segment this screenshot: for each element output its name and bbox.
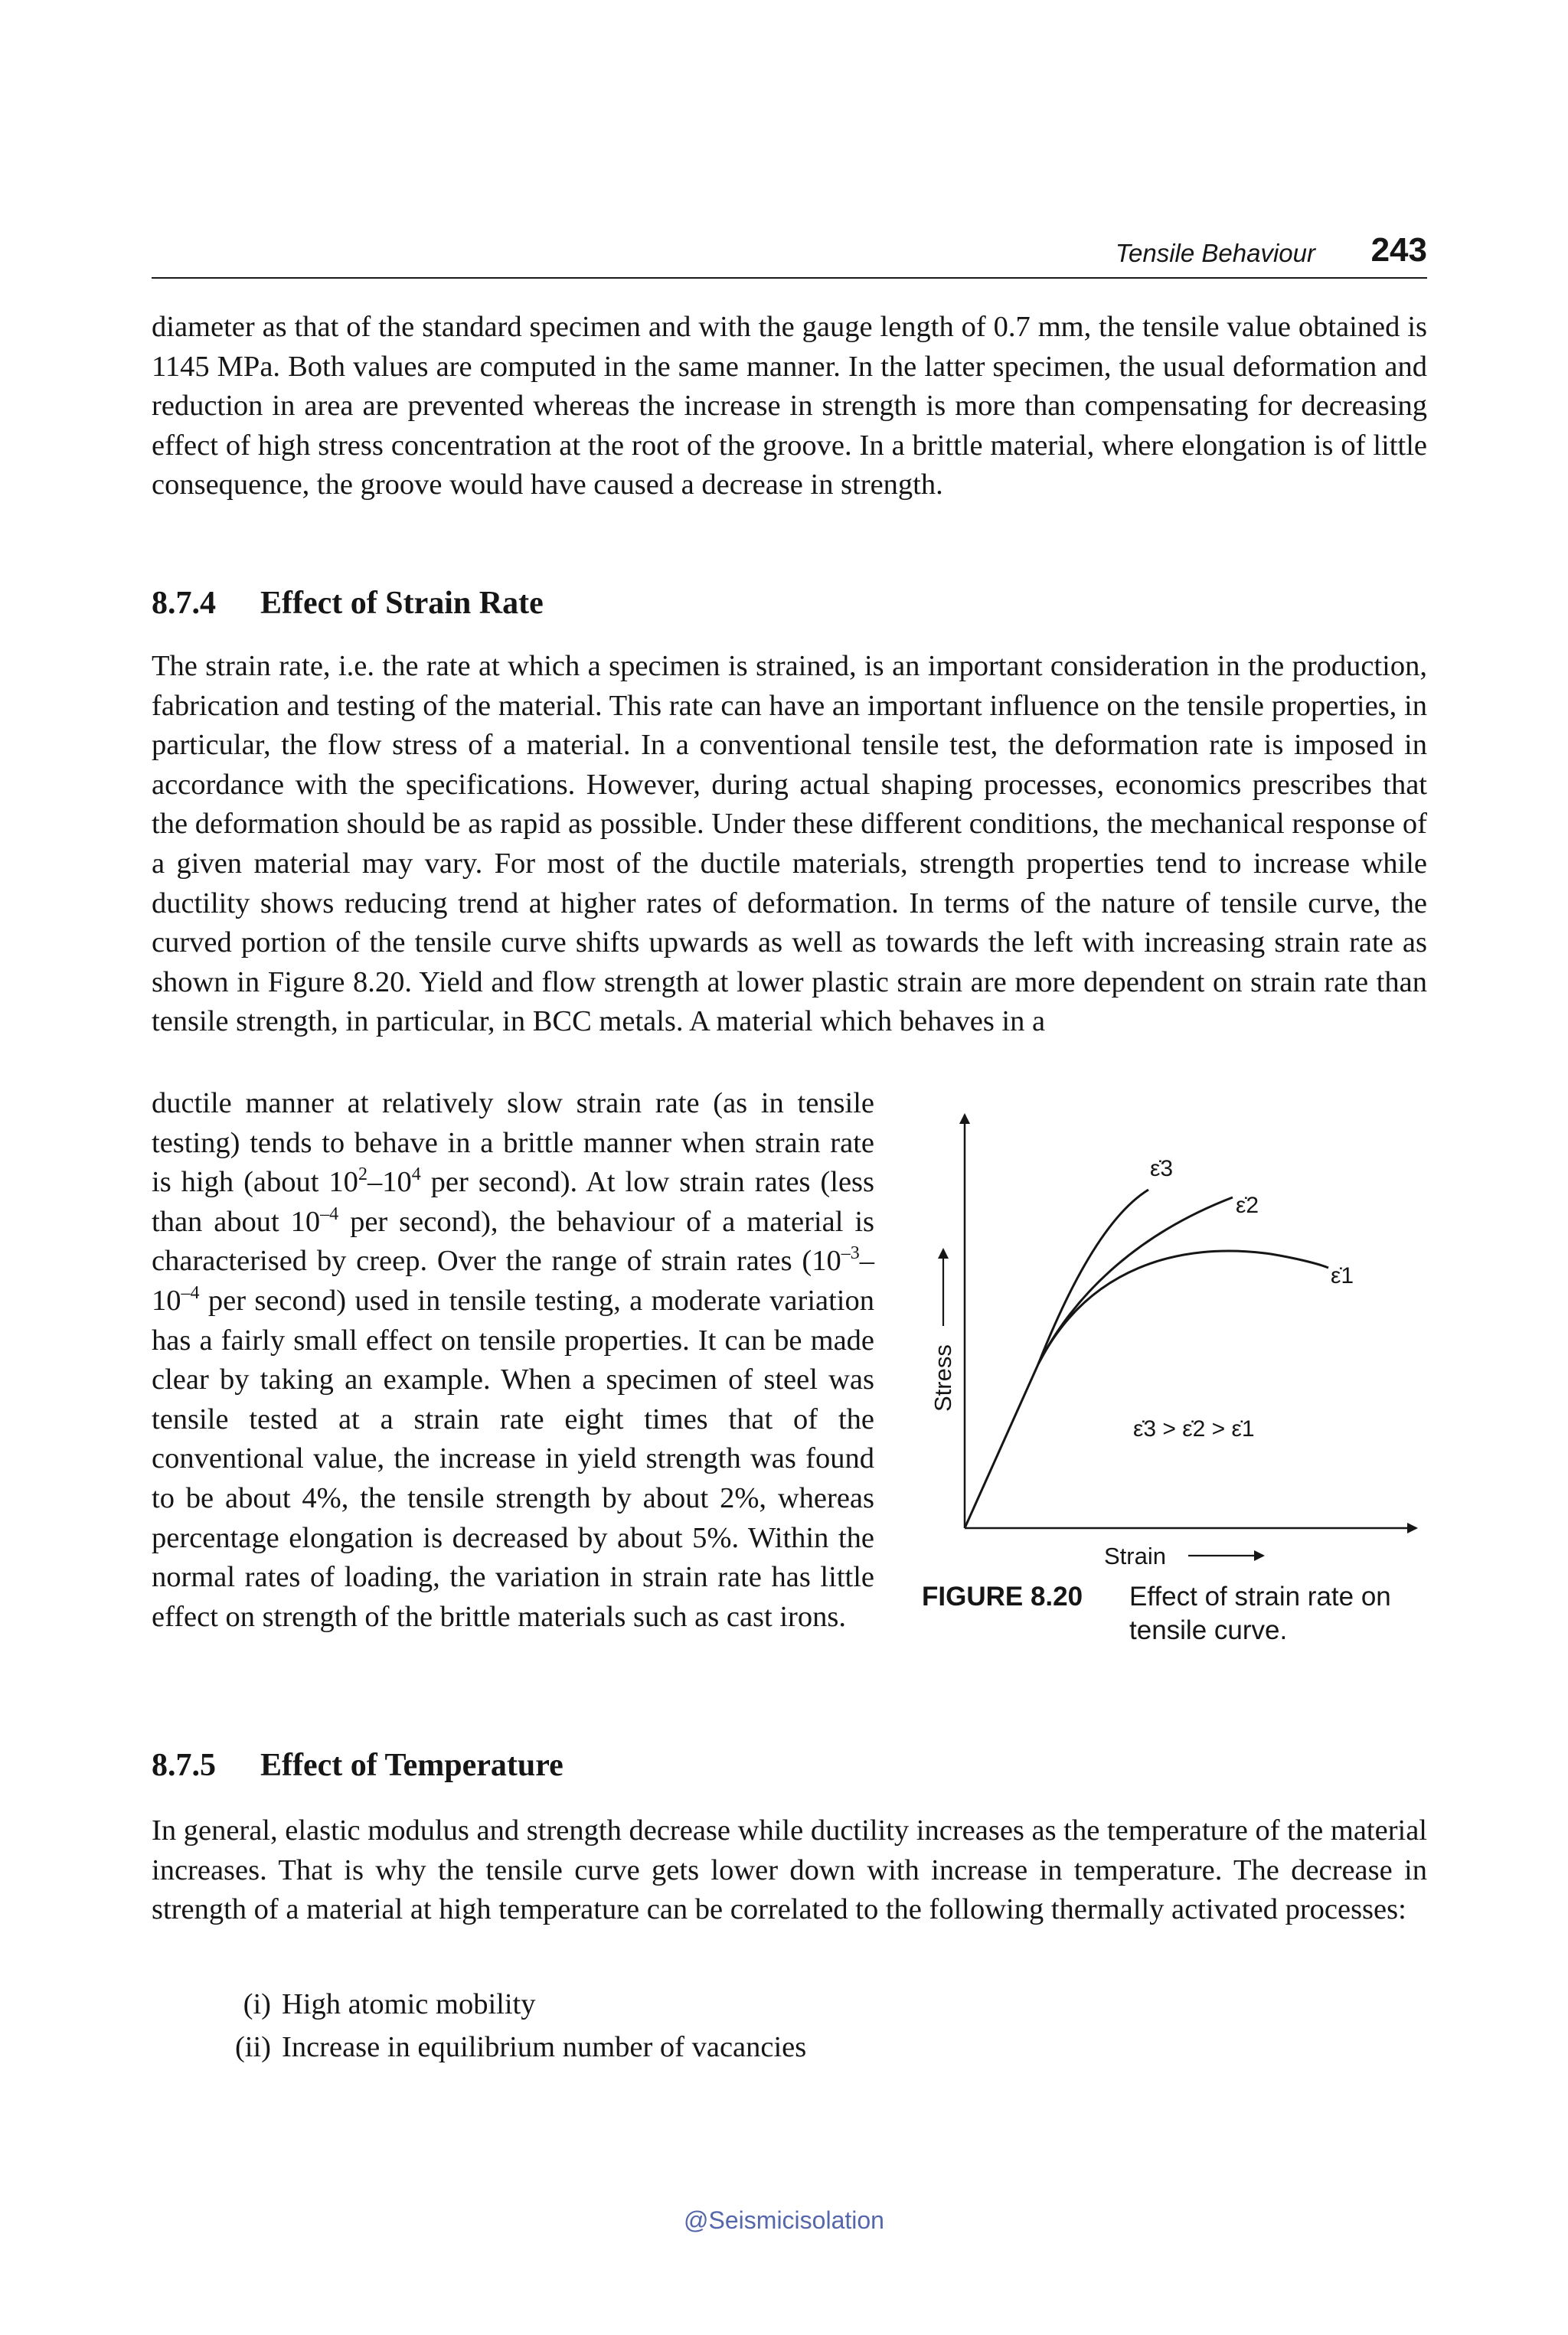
tensile-curve-diagram xyxy=(911,1099,1432,1574)
section-title: Effect of Temperature xyxy=(260,1748,564,1783)
paragraph-strain-rate-wrap: ductile manner at relatively slow strain rate (as in tensile testing) tends to behave in a brittle manner when strain rate is high (about $10^2-10^4$ per second). At low strain rates (less than about $10^{-4}$ per second), the behaviour of a material is characterised by creep. Over the range of strain rates ($10^{-3}-10^{-4}$ per second) used in tensile testing, a moderate variation has a fairly small effect on tensile properties. It can be made clear by taking an example. When a specimen of steel was tensile tested at a strain rate eight times that of the conventional value, the increase in yield strength was found to be about 4%, the tensile strength by about 2%, whereas percentage elongation is decreased by about 5%. Within the normal rates of loading, the variation in strain rate has little effect on strength of the brittle materials such as cast irons. xyxy=(152,1087,874,1633)
watermark: @Seismicisolation xyxy=(684,2206,884,2234)
section-number: 8.7.5 xyxy=(152,1748,216,1783)
running-header xyxy=(152,230,1427,279)
label-epsilon-2: ε̇2 xyxy=(1236,1193,1259,1218)
list-item xyxy=(234,2027,807,2067)
section-title: Effect of Strain Rate xyxy=(260,586,544,621)
y-axis-label: Stress xyxy=(929,1344,956,1412)
figure-caption-text: Effect of strain rate on tensile curve. xyxy=(1129,1582,1391,1645)
section-heading-8-7-5 xyxy=(152,1747,564,1784)
list-marker: (ii) xyxy=(234,2031,271,2063)
page-number: 243 xyxy=(1370,231,1427,269)
list-item-text: Increase in equilibrium number of vacancies xyxy=(282,2031,807,2063)
curve-epsilon-2 xyxy=(1038,1197,1233,1364)
running-header-title: Tensile Behaviour xyxy=(1115,239,1315,267)
label-epsilon-3: ε̇3 xyxy=(1150,1156,1174,1181)
paragraph-temperature: In general, elastic modulus and strength decrease while ductility increases as the temperature of the material increases. That is why the tensile curve gets lower down with increase in temperature. The decrease in strength of a material at high temperature can be correlated to the following thermally activated processes: xyxy=(152,1814,1427,1926)
paragraph-continued: diameter as that of the standard specimen and with the gauge length of 0.7 mm, the tensile value obtained is 1145 MPa. Both values are computed in the same manner. In the latter specimen, the usual deformation and reduction in area are prevented whereas the increase in strength is more than compensating for decreasing effect of high stress concentration at the root of the groove. In a brittle material, where elongation is of little consequence, the groove would have caused a decrease in strength. xyxy=(152,311,1427,501)
label-epsilon-1: ε̇1 xyxy=(1331,1263,1354,1288)
list-item xyxy=(243,1984,536,2024)
section-heading-8-7-4 xyxy=(152,585,544,622)
elastic-line xyxy=(965,1364,1038,1528)
list-marker: (i) xyxy=(243,1988,271,2020)
x-axis-label: Strain xyxy=(1104,1543,1166,1569)
strain-rate-relation: ε̇3 > ε̇2 > ε̇1 xyxy=(1133,1416,1255,1442)
paragraph-strain-rate: The strain rate, i.e. the rate at which a specimen is strained, is an important consideration in the production, fabrication and testing of the material. This rate can have an important influence on the tensile properties, in particular, the flow stress of a material. In a conventional tensile test, the deformation rate is imposed in accordance with the specifications. However, during actual shaping processes, economics prescribes that the deformation should be as rapid as possible. Under these different conditions, the mechanical response of a given material may vary. For most of the ductile materials, strength properties tend to increase while ductility shows reducing trend at higher rates of deformation. In terms of the nature of tensile curve, the curved portion of the tensile curve shifts upwards as well as towards the left with increasing strain rate as shown in Figure 8.20. Yield and flow strength at lower plastic strain are more dependent on strain rate than tensile strength, in particular, in BCC metals. A material which behaves in a xyxy=(152,650,1427,1038)
figure-8-20 xyxy=(911,1099,1432,1681)
figure-label: FIGURE 8.20 xyxy=(922,1582,1083,1612)
section-number: 8.7.4 xyxy=(152,586,216,621)
list-item-text: High atomic mobility xyxy=(282,1988,536,2020)
